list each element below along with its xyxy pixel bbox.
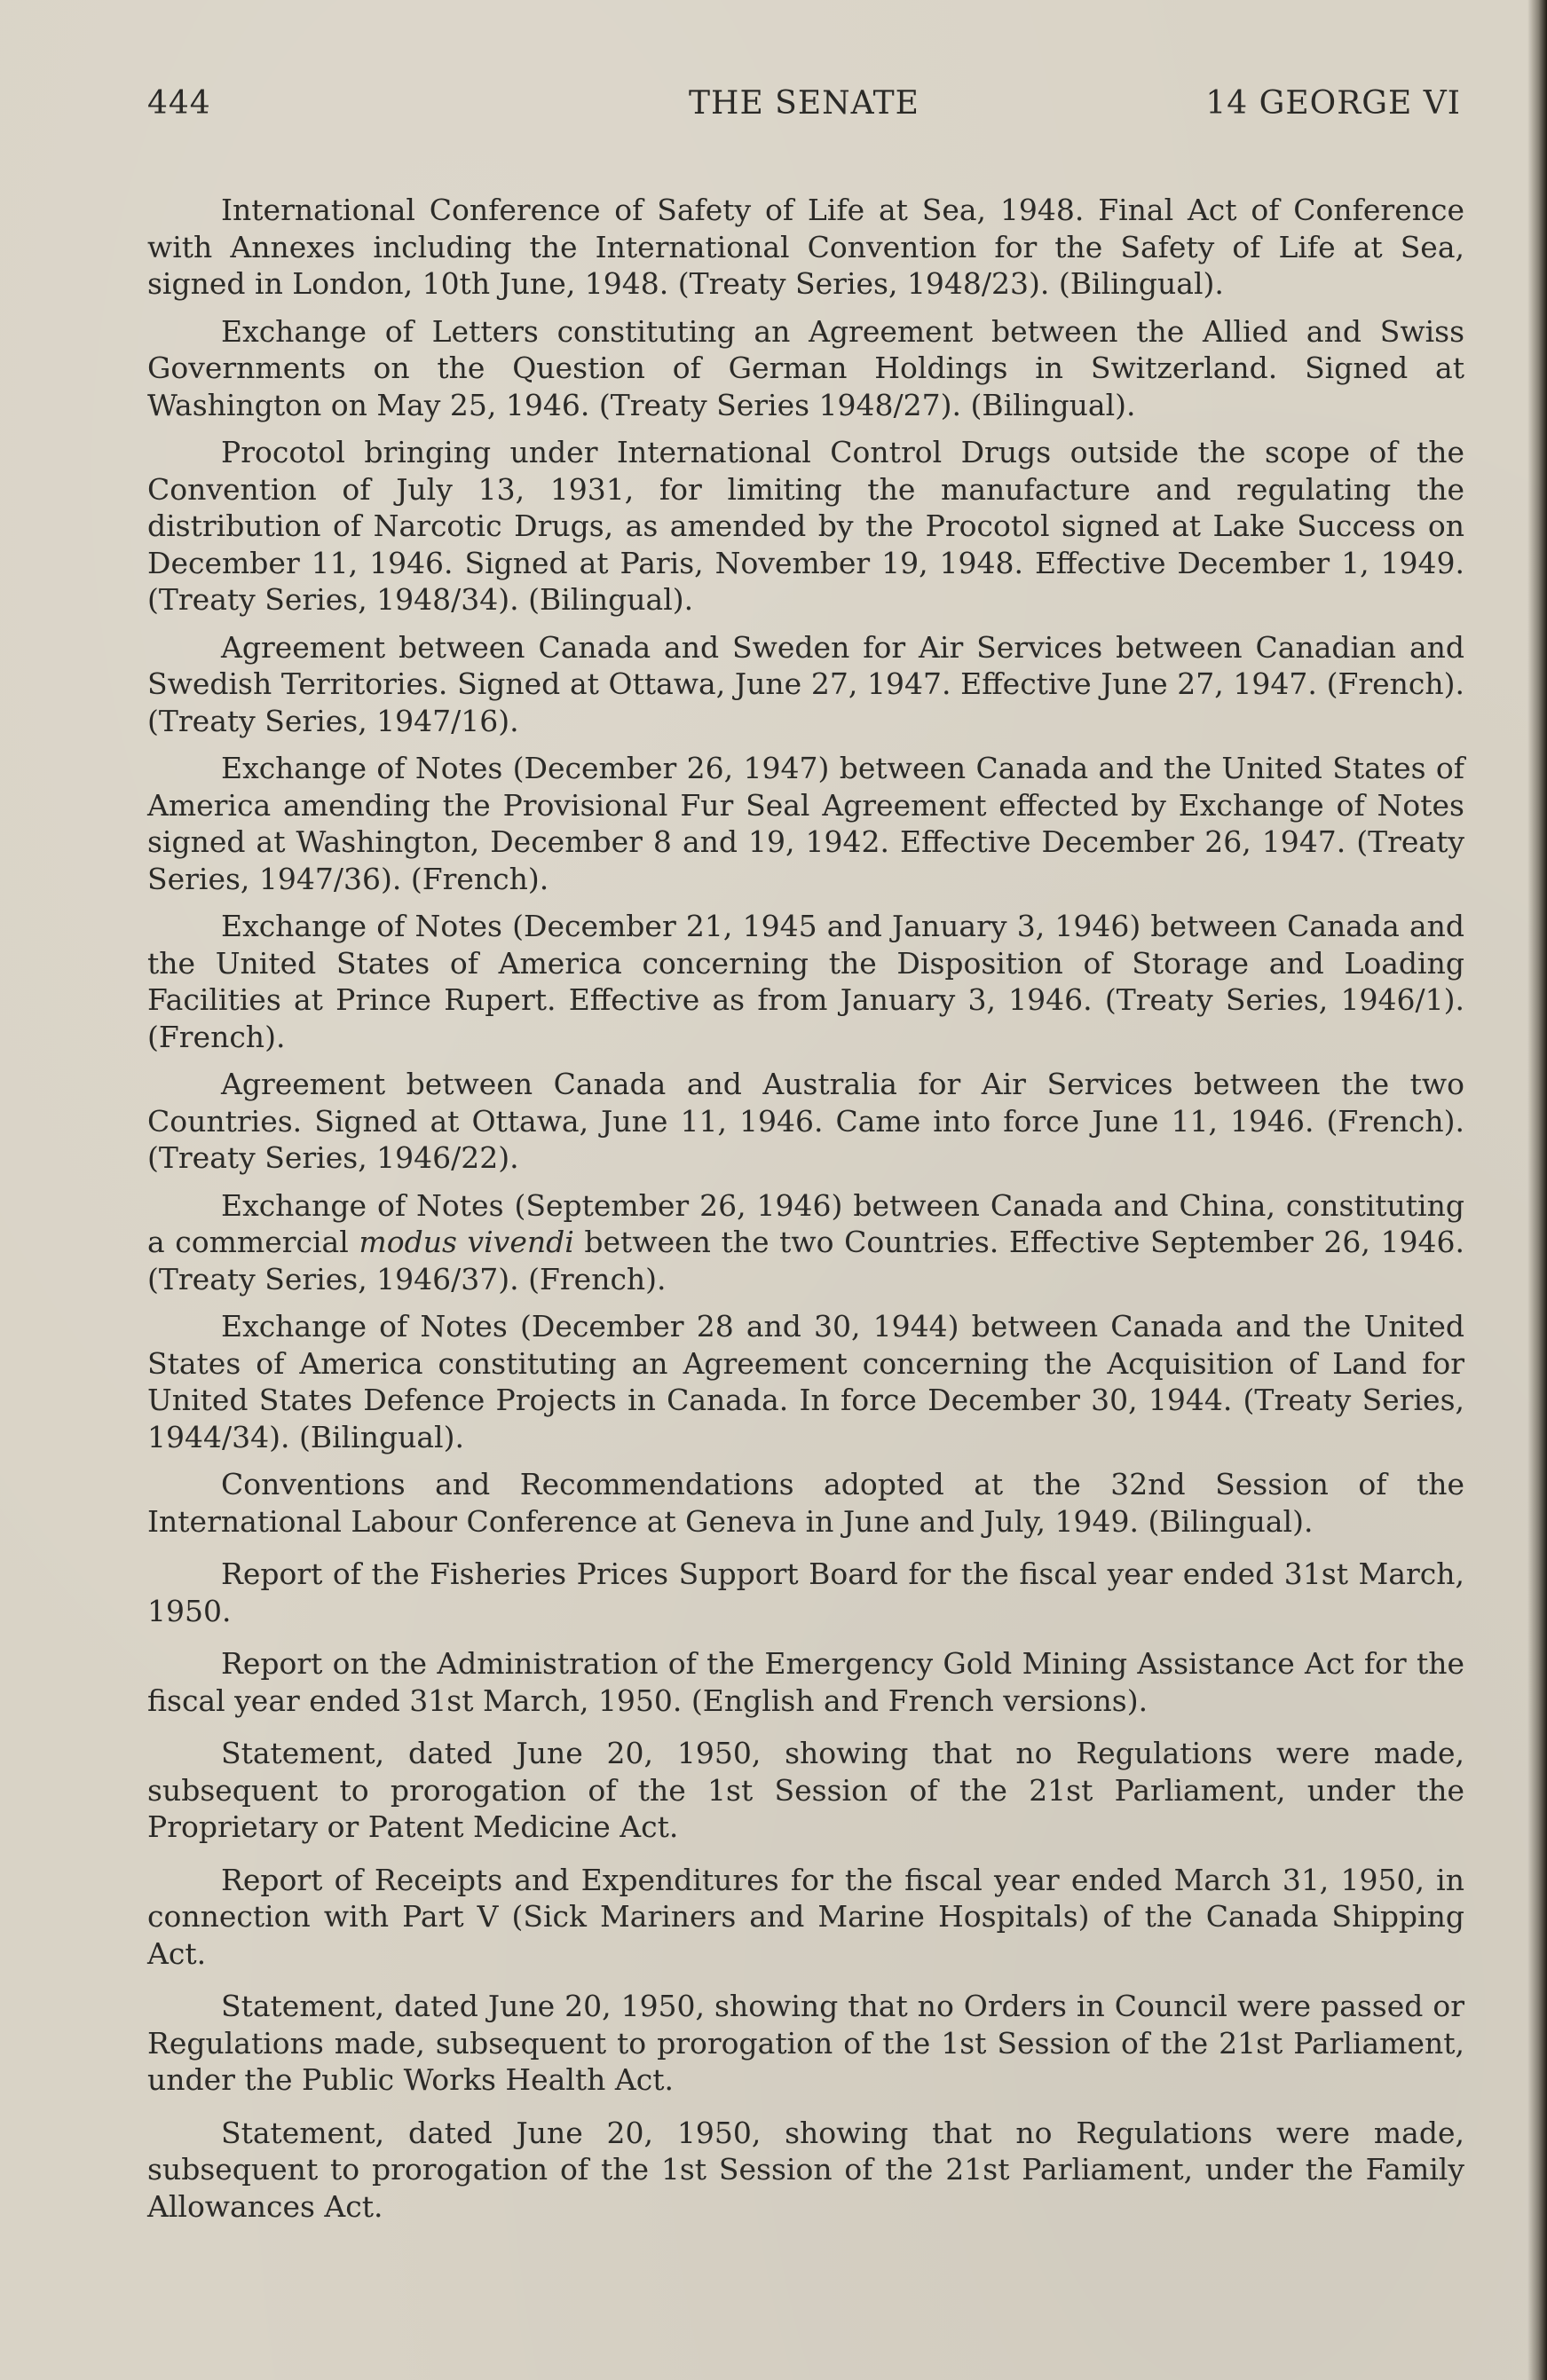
header-title: THE SENATE	[689, 85, 920, 122]
entry-australia-air-services: Agreement between Canada and Australia for Air Services between the two Countries. Signed at Ottawa, June 11, 1946. Came into force June 11, 1946. (French). (Treaty Series, 1946/22).	[147, 1067, 1464, 1175]
running-header	[147, 85, 1461, 130]
entry-defence-projects-land: Exchange of Notes (December 28 and 30, 1944) between Canada and the United States of America constituting an Agreement concerning the Acquisition of Land for United States Defence Projects in Canada. In force December 30, 1944. (Treaty Series, 1944/34). (Bilingual).	[147, 1309, 1464, 1454]
entry-gold-mining-assistance: Report on the Administration of the Emergency Gold Mining Assistance Act for the fiscal year ended 31st March, 1950. (English and French versions).	[147, 1646, 1464, 1718]
entry-fur-seal-agreement: Exchange of Notes (December 26, 1947) between Canada and the United States of America amending the Provisional Fur Seal Agreement effected by Exchange of Notes signed at Washington, December 8 and 19, 1942. Effective December 26, 1947. (Treaty Series, 1947/36). (French).	[147, 751, 1464, 896]
entry-china-text-before: Exchange of Notes (September 26, 1946) between Canada and China, constituting a commercial	[147, 1187, 1464, 1259]
entry-german-holdings: Exchange of Letters constituting an Agreement between the Allied and Swiss Governments on the Question of German Holdings in Switzerland. Signed at Washington on May 25, 1946. (Treaty Series 1948/27). (Bilingual).	[147, 313, 1464, 422]
entry-public-works-health-statement: Statement, dated June 20, 1950, showing that no Orders in Council were passed or Regulations made, subsequent to prorogation of the 1st Session of the 21st Parliament, under the Public Works Health Act.	[147, 1989, 1464, 2097]
entry-narcotic-drugs-protocol: Procotol bringing under International Control Drugs outside the scope of the Convention of July 13, 1931, for limiting the manufacture and regulating the distribution of Narcotic Drugs, as amended by the Procotol signed at Lake Success on December 11, 1946. Signed at Paris, November 19, 1948. Effective December 1, 1949. (Treaty Series, 1948/34). (Bilingual).	[147, 435, 1464, 617]
entry-safety-of-life-at-sea: International Conference of Safety of Life at Sea, 1948. Final Act of Conference with Annexes including the International Convention for the Safety of Life at Sea, signed in London, 10th June, 1948. (Treaty Series, 1948/23). (Bilingual).	[147, 193, 1464, 301]
document-body	[147, 192, 1464, 2241]
entry-china-modus-vivendi	[147, 1187, 1464, 1298]
entry-labour-conference: Conventions and Recommendations adopted at the 32nd Session of the International Labour Conference at Geneva in June and July, 1949. (Bilingual).	[147, 1467, 1464, 1539]
entry-china-text-after: between the two Countries. Effective September 26, 1946. (Treaty Series, 1946/37). (French).	[147, 1225, 1465, 1296]
entry-fisheries-prices-report: Report of the Fisheries Prices Support Board for the fiscal year ended 31st March, 1950.	[147, 1556, 1464, 1628]
page-edge-shadow	[1527, 0, 1547, 2380]
header-reign: 14 GEORGE VI	[1205, 85, 1461, 122]
entry-prince-rupert-facilities: Exchange of Notes (December 21, 1945 and January 3, 1946) between Canada and the United States of America concerning the Disposition of Storage and Loading Facilities at Prince Rupert. Effective as from January 3, 1946. (Treaty Series, 1946/1). (French).	[147, 909, 1464, 1054]
page-number: 444	[147, 85, 211, 122]
entry-patent-medicine-statement: Statement, dated June 20, 1950, showing that no Regulations were made, subsequent to prorogation of the 1st Session of the 21st Parliament, under the Proprietary or Patent Medicine Act.	[147, 1736, 1464, 1844]
entry-sick-mariners-report: Report of Receipts and Expenditures for the fiscal year ended March 31, 1950, in connection with Part V (Sick Mariners and Marine Hospitals) of the Canada Shipping Act.	[147, 1862, 1464, 1971]
entry-sweden-air-services: Agreement between Canada and Sweden for Air Services between Canadian and Swedish Territories. Signed at Ottawa, June 27, 1947. Effective June 27, 1947. (French). (Treaty Series, 1947/16).	[147, 629, 1464, 738]
entry-china-italic: modus vivendi	[359, 1225, 574, 1259]
entry-family-allowances-statement: Statement, dated June 20, 1950, showing that no Regulations were made, subsequent to prorogation of the 1st Session of the 21st Parliament, under the Family Allowances Act.	[147, 2115, 1464, 2224]
